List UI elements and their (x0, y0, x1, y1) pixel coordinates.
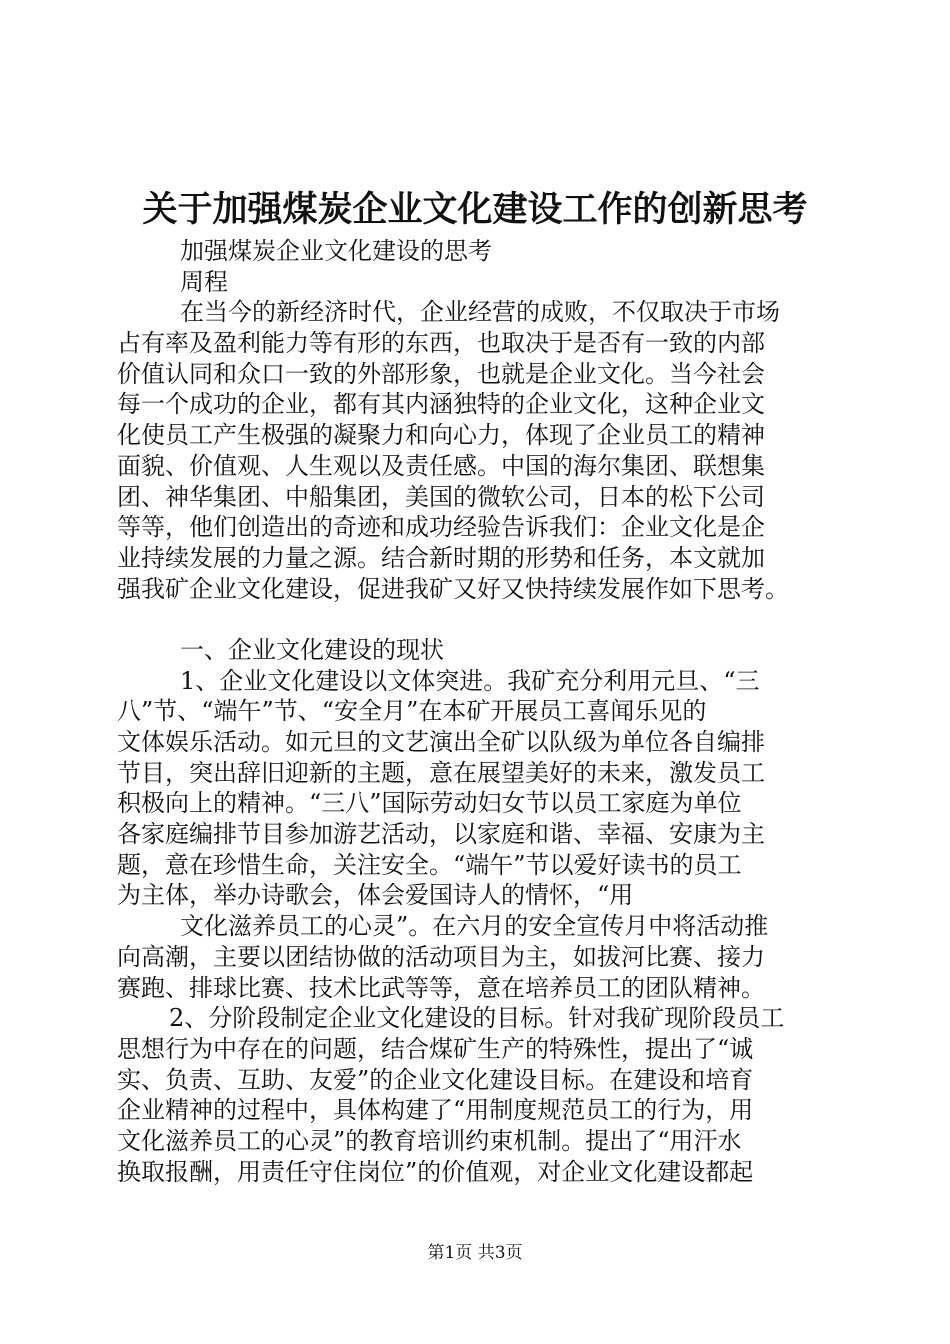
text-line: 价值认同和众口一致的外部形象，也就是企业文化。当今社会 (117, 359, 765, 388)
text-line: 文化滋养员工的心灵”的教育培训约束机制。提出了“用汗水 (117, 1126, 742, 1155)
text-line: 各家庭编排节目参加游艺活动，以家庭和谐、幸福、安康为主 (117, 820, 765, 849)
blank-line (117, 604, 833, 635)
text-line: 面貌、价值观、人生观以及责任感。中国的海尔集团、联想集 (117, 451, 765, 480)
text-line: 实、负责、互助、友爱”的企业文化建设目标。在建设和培育 (117, 1065, 754, 1094)
text-line: 周程 (180, 267, 228, 296)
text-line: 文化滋养员工的心灵”。在六月的安全宣传月中将活动推 (180, 912, 769, 941)
text-line: 积极向上的精神。“三八”国际劳动妇女节以员工家庭为单位 (117, 789, 742, 818)
text-line: 业持续发展的力量之源。结合新时期的形势和任务，本文就加 (117, 543, 765, 572)
text-line: 1、企业文化建设以文体突进。我矿充分利用元旦、“三 (180, 666, 760, 695)
text-line: 节目，突出辞旧迎新的主题，意在展望美好的未来，激发员工 (117, 758, 765, 787)
text-line: 企业精神的过程中，具体构建了“用制度规范员工的行为，用 (117, 1096, 754, 1125)
text-line: 文体娱乐活动。如元旦的文艺演出全矿以队级为单位各自编排 (117, 728, 765, 756)
document-title: 关于加强煤炭企业文化建设工作的创新思考 (142, 189, 808, 230)
text-line: 占有率及盈利能力等有形的东西，也取决于是否有一致的内部 (117, 329, 765, 358)
page-number-footer: 第1页 共3页 (427, 1243, 523, 1263)
text-line: 思想行为中存在的问题，结合煤矿生产的特殊性，提出了“诚 (117, 1034, 754, 1063)
document-body (117, 236, 833, 1187)
text-line: 为主体，举办诗歌会，体会爱国诗人的情怀，“用 (117, 881, 634, 910)
text-line: 化使员工产生极强的凝聚力和向心力，体现了企业员工的精神 (117, 421, 765, 450)
text-line: 2、分阶段制定企业文化建设的目标。针对我矿现阶段员工 (169, 1004, 785, 1033)
text-line: 换取报酬，用责任守住岗位”的价值观，对企业文化建设都起 (117, 1157, 754, 1186)
text-line: 等等，他们创造出的奇迹和成功经验告诉我们：企业文化是企 (117, 513, 765, 542)
text-line: 题，意在珍惜生命，关注安全。“端午”节以爱好读书的员工 (117, 850, 742, 879)
text-line: 加强煤炭企业文化建设的思考 (180, 237, 492, 265)
text-line: 八”节、“端午”节、“安全月”在本矿开展员工喜闻乐见的 (117, 697, 707, 726)
text-line: 在当今的新经济时代，企业经营的成败，不仅取决于市场 (180, 298, 780, 327)
text-line: 一、企业文化建设的现状 (180, 635, 444, 664)
text-line: 向高潮，主要以团结协做的活动项目为主，如拔河比赛、接力 (117, 942, 765, 971)
text-line: 强我矿企业文化建设，促进我矿又好又快持续发展作如下思考。 (117, 574, 789, 603)
text-line: 团、神华集团、中船集团，美国的微软公司，日本的松下公司 (117, 482, 765, 511)
text-line: 每一个成功的企业，都有其内涵独特的企业文化，这种企业文 (117, 390, 765, 419)
text-line: 赛跑、排球比赛、技术比武等等，意在培养员工的团队精神。 (117, 973, 765, 1002)
